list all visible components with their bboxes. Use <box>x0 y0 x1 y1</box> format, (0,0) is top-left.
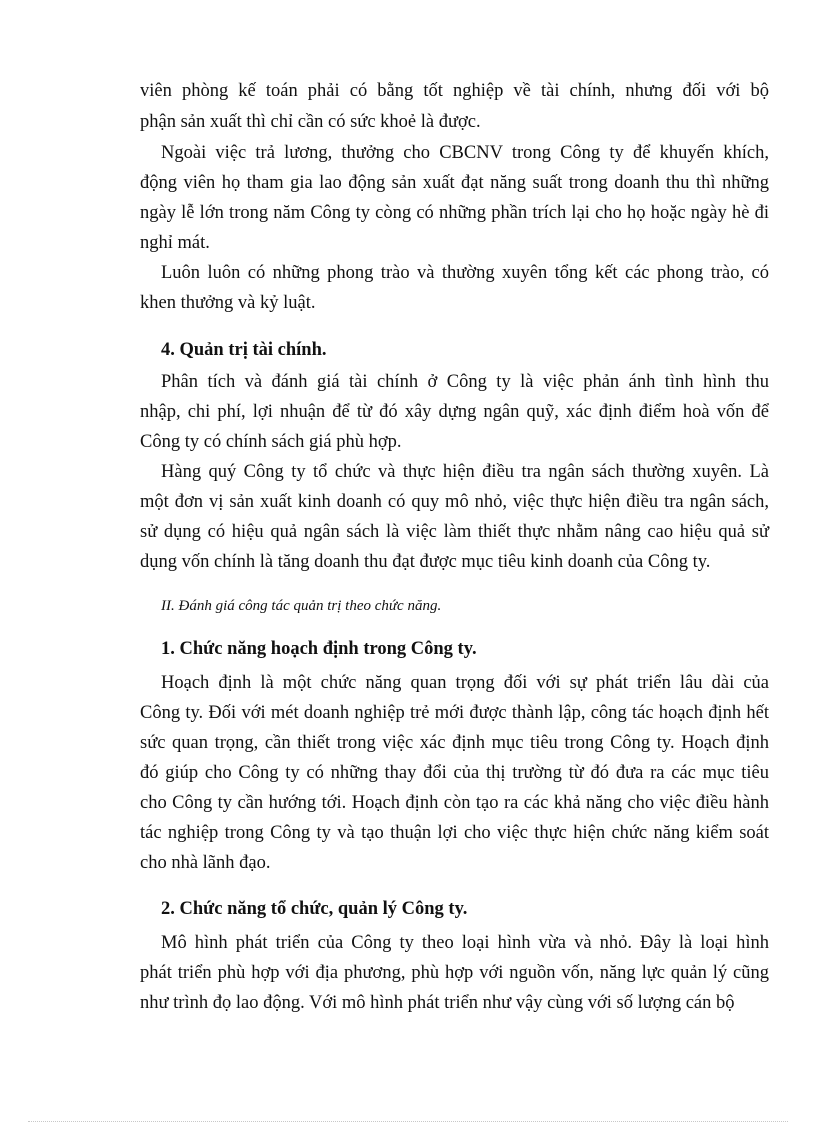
text-line: khen thưởng và kỷ luật. <box>140 293 316 313</box>
text-line: dụng vốn chính là tăng doanh thu đạt được mục tiêu kinh doanh của Công ty. <box>140 552 711 572</box>
text-line: viên phòng kế toán phải có bằng tốt nghiệp về tài chính, nhưng đối với bộ <box>140 81 769 101</box>
text-line: phát triển phù hợp với địa phương, phù hợp với nguồn vốn, năng lực quản lý cũng <box>140 963 769 983</box>
text-line: phận sản xuất thì chỉ cần có sức khoẻ là được. <box>140 112 481 132</box>
text-line: nghỉ mát. <box>140 233 210 253</box>
text-line: Phân tích và đánh giá tài chính ở Công ty là việc phản ánh tình hình thu <box>161 372 769 392</box>
page-footer-divider <box>28 1121 788 1122</box>
text-line: cho nhà lãnh đạo. <box>140 853 271 873</box>
section-heading: 2. Chức năng tổ chức, quản lý Công ty. <box>161 899 468 919</box>
text-line: sử dụng có hiệu quả ngân sách là việc làm thiết thực nhằm nâng cao hiệu quả sử <box>140 522 769 542</box>
text-line: tác nghiệp trong Công ty và tạo thuận lợi cho việc thực hiện chức năng kiểm soát <box>140 823 769 843</box>
text-line: Công ty có chính sách giá phù hợp. <box>140 432 402 452</box>
text-line: động viên họ tham gia lao động sản xuất đạt năng suất trong doanh thu thì những <box>140 173 769 193</box>
text-line: nhập, chi phí, lợi nhuận để từ đó xây dựng ngân quỹ, xác định điểm hoà vốn để <box>140 402 769 422</box>
text-line: Luôn luôn có những phong trào và thường xuyên tổng kết các phong trào, có <box>161 263 769 283</box>
text-line: cho Công ty cần hướng tới. Hoạch định còn tạo ra các khả năng cho việc điều hành <box>140 793 769 813</box>
text-line: Hoạch định là một chức năng quan trọng đối với sự phát triển lâu dài của <box>161 673 769 693</box>
text-line: sức quan trọng, cần thiết trong việc xác định mục tiêu trong Công ty. Hoạch định <box>140 733 769 753</box>
text-line: Hàng quý Công ty tổ chức và thực hiện điều tra ngân sách thường xuyên. Là <box>161 462 769 482</box>
text-line: Ngoài việc trả lương, thưởng cho CBCNV trong Công ty để khuyến khích, <box>161 143 769 163</box>
text-line: Công ty. Đối với mét doanh nghiệp trẻ mới được thành lập, công tác hoạch định hết <box>140 703 769 723</box>
text-line: đó giúp cho Công ty có những thay đổi của thị trường từ đó đưa ra các mục tiêu <box>140 763 769 783</box>
text-line: một đơn vị sản xuất kinh doanh có quy mô nhỏ, việc thực hiện điều tra ngân sách, <box>140 492 769 512</box>
text-line: ngày lễ lớn trong năm Công ty còng có những phần trích lại cho họ hoặc ngày hè đi <box>140 203 769 223</box>
subsection-heading: II. Đánh giá công tác quản trị theo chức năng. <box>161 598 442 614</box>
text-line: Mô hình phát triển của Công ty theo loại hình vừa và nhỏ. Đây là loại hình <box>161 933 769 953</box>
section-heading: 4. Quản trị tài chính. <box>161 340 327 360</box>
section-heading: 1. Chức năng hoạch định trong Công ty. <box>161 639 477 659</box>
text-line: như trình đọ lao động. Với mô hình phát triển như vậy cùng với số lượng cán bộ <box>140 993 735 1013</box>
